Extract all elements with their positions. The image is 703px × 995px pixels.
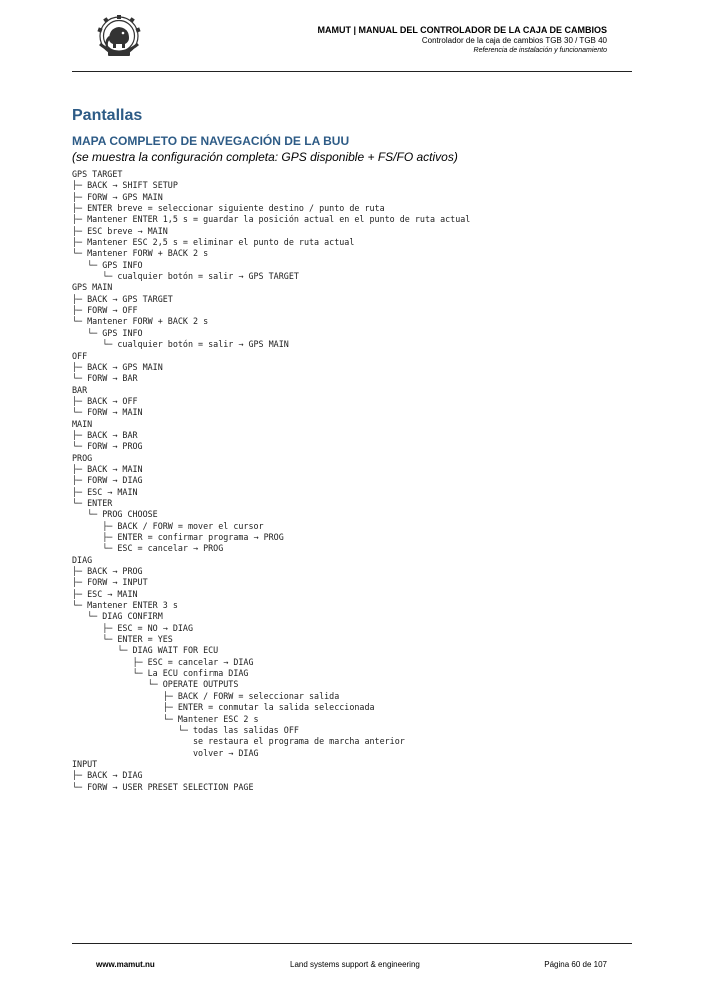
tree-line: ├─ BACK → BAR (72, 429, 138, 440)
tree-line: ├─ BACK / FORW = seleccionar salida (72, 690, 340, 701)
tree-line: ├─ BACK → DIAG (72, 770, 143, 781)
tree-line: └─ ENTER = YES (72, 634, 173, 645)
tree-line: └─ GPS INFO (72, 259, 143, 270)
tree-line: └─ La ECU confirma DIAG (72, 668, 249, 679)
tree-line: └─ Mantener ENTER 3 s (72, 600, 178, 611)
tree-line: └─ FORW → BAR (72, 373, 138, 384)
tree-line: ├─ BACK → GPS MAIN (72, 361, 163, 372)
tree-line: ├─ BACK → SHIFT SETUP (72, 180, 178, 191)
tree-line: └─ DIAG WAIT FOR ECU (72, 645, 219, 656)
tree-line: ├─ BACK → OFF (72, 395, 138, 406)
tree-line: ├─ BACK → PROG (72, 566, 143, 577)
tree-line: ├─ ENTER = conmutar la salida seleccionada (72, 702, 375, 713)
tree-line: └─ DIAG CONFIRM (72, 611, 163, 622)
tree-line: ├─ ESC = NO → DIAG (72, 622, 194, 633)
document-subtitle: Controlador de la caja de cambios TGB 30 / TGB 40 (421, 36, 607, 45)
tree-line: ├─ ESC = cancelar → DIAG (72, 656, 254, 667)
page-number: Página 60 de 107 (544, 960, 607, 969)
document-title: MAMUT | MANUAL DEL CONTROLADOR DE LA CAJA DE CAMBIOS (317, 25, 607, 35)
document-reference: Referencia de instalación y funcionamiento (473, 47, 607, 54)
tree-line: ├─ FORW → INPUT (72, 577, 148, 588)
tree-line: └─ Mantener ESC 2 s (72, 713, 259, 724)
footer-website[interactable]: www.mamut.nu (96, 960, 155, 969)
tree-line: └─ PROG CHOOSE (72, 509, 158, 520)
header-text-block (317, 25, 607, 56)
tree-line: └─ FORW → USER PRESET SELECTION PAGE (72, 781, 254, 792)
navigation-tree (72, 169, 470, 793)
mamut-logo-icon (95, 14, 143, 62)
tree-line: ├─ ESC breve → MAIN (72, 225, 168, 236)
tree-line: ├─ BACK → MAIN (72, 463, 143, 474)
tree-line: ├─ FORW → DIAG (72, 475, 143, 486)
tree-line: INPUT (72, 758, 98, 769)
tree-line: MAIN (72, 418, 93, 429)
tree-line: DIAG (72, 554, 93, 565)
footer-tagline: Land systems support & engineering (290, 960, 420, 969)
tree-line: └─ Mantener FORW + BACK 2 s (72, 316, 209, 327)
tree-line: ├─ Mantener ESC 2,5 s = eliminar el punto de ruta actual (72, 237, 355, 248)
tree-line: OFF (72, 350, 88, 361)
tree-line: └─ todas las salidas OFF (72, 724, 299, 735)
tree-line: ├─ ESC → MAIN (72, 486, 138, 497)
tree-line: volver → DIAG (72, 747, 259, 758)
tree-line: ├─ ESC → MAIN (72, 588, 138, 599)
tree-line: └─ FORW → PROG (72, 441, 143, 452)
tree-line: └─ OPERATE OUTPUTS (72, 679, 239, 690)
tree-line: ├─ ENTER = confirmar programa → PROG (72, 532, 284, 542)
tree-line: ├─ Mantener ENTER 1,5 s = guardar la posición actual en el punto de ruta actual (72, 214, 471, 225)
footer-divider (72, 943, 632, 944)
tree-line: GPS MAIN (72, 282, 113, 293)
section-title: MAPA COMPLETO DE NAVEGACIÓN DE LA BUU (72, 134, 350, 148)
tree-line: └─ FORW → MAIN (72, 407, 143, 418)
tree-line: ├─ FORW → OFF (72, 305, 138, 316)
tree-line: ├─ BACK / FORW = mover el cursor (72, 520, 264, 531)
tree-line: ├─ FORW → GPS MAIN (72, 191, 163, 202)
tree-line: ├─ ENTER breve = seleccionar siguiente destino / punto de ruta (72, 203, 385, 214)
tree-line: └─ ESC = cancelar → PROG (72, 543, 224, 554)
tree-line: └─ cualquier botón = salir → GPS TARGET (72, 271, 299, 282)
section-note: (se muestra la configuración completa: GPS disponible + FS/FO activos) (72, 150, 458, 164)
tree-line: se restaura el programa de marcha anterior (72, 736, 405, 747)
tree-line: └─ cualquier botón = salir → GPS MAIN (72, 339, 289, 350)
tree-line: └─ Mantener FORW + BACK 2 s (72, 248, 209, 259)
tree-line: ├─ BACK → GPS TARGET (72, 293, 173, 304)
tree-line: BAR (72, 384, 88, 395)
tree-line: └─ GPS INFO (72, 327, 143, 338)
header-divider (72, 71, 632, 72)
page-title: Pantallas (72, 107, 143, 124)
tree-line: └─ ENTER (72, 497, 113, 508)
tree-line: PROG (72, 452, 93, 463)
tree-line: GPS TARGET (72, 169, 123, 179)
